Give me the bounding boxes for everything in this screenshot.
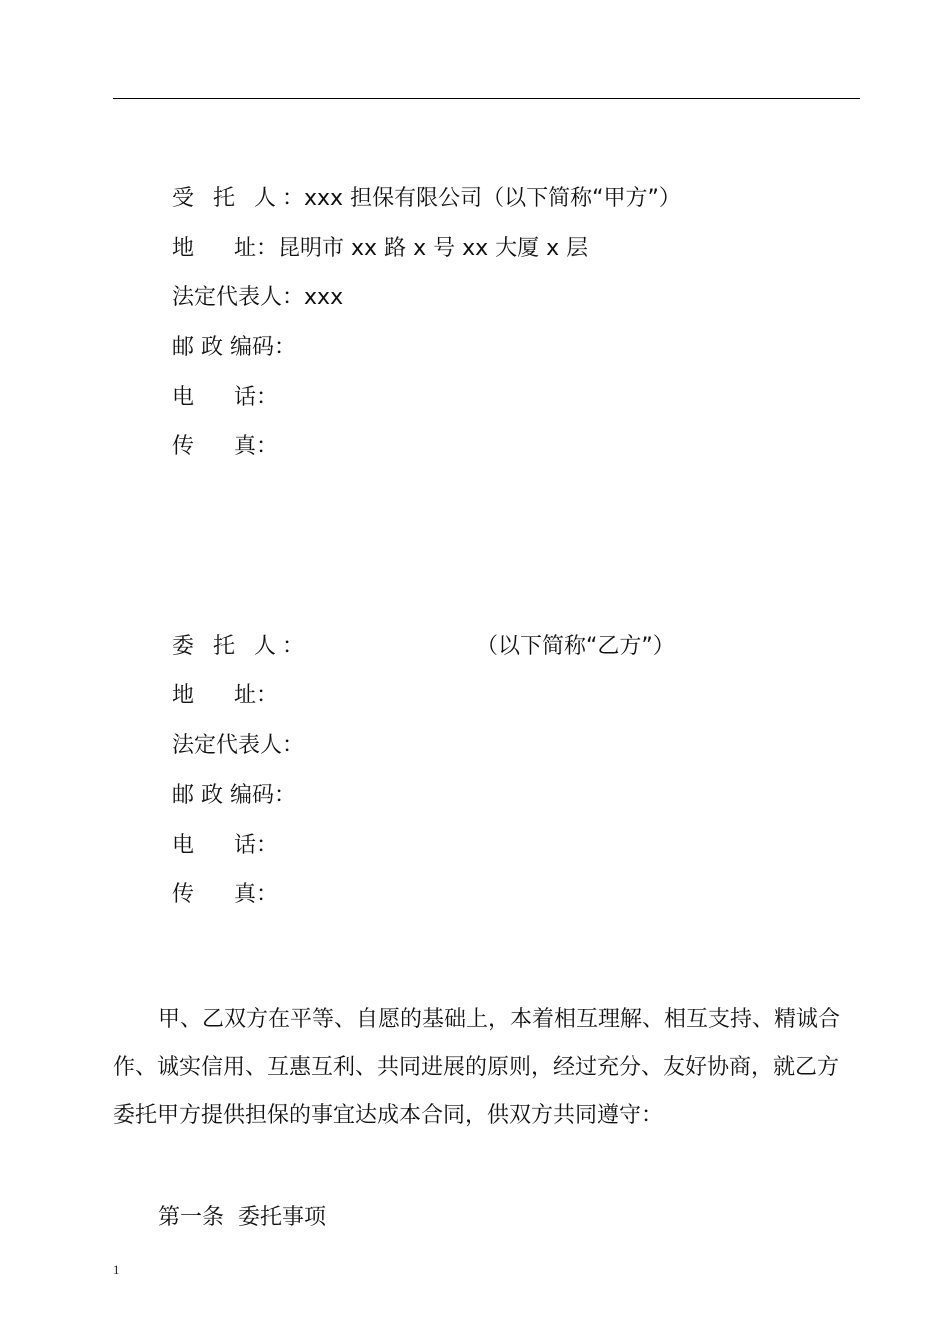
party-a-address-label: 地 [172,236,195,261]
party-b-principal-row [158,608,675,660]
party-a-legal-rep-row [158,259,343,311]
party-b-postcode-label: 邮 政 编码 [172,783,274,808]
party-a-legal-rep-value: xxx [304,285,344,310]
party-a-trustee-row [158,160,681,212]
intro-line: 作、诚实信用、互惠互利、共同进展的原则，经过充分、友好协商，就乙方 [113,1055,840,1080]
party-a-fax-label: 传 [172,434,195,459]
colon: ： [282,285,305,310]
party-a-address-value: 昆明市 xx 路 x 号 xx 大厦 x 层 [278,236,589,261]
party-b-legal-rep-label: 法定代表人 [172,733,283,758]
colon: ： [274,335,297,360]
party-a-fax-row [158,408,278,460]
party-b-address-label: 地 [172,683,195,708]
page-number: 1 [113,1262,120,1277]
party-b-fax-label: 传 [172,882,195,907]
colon: ： [274,783,297,808]
colon: ： [282,186,305,211]
party-b-principal-value: （以下简称“乙方”） [476,634,675,659]
party-a-trustee-value: xxx 担保有限公司（以下简称“甲方”） [304,186,681,211]
party-a-phone-label: 电 [172,385,195,410]
party-b-fax-row [158,856,278,908]
party-a-phone-label-2: 话 [234,385,257,410]
colon: ： [256,882,279,907]
party-b-phone-label-2: 话 [234,833,257,858]
colon: ： [256,236,279,261]
party-a-trustee-label: 受 托 人 [172,186,282,211]
colon: ： [282,634,305,659]
colon: ： [282,733,305,758]
party-b-address-label-2: 址 [234,683,257,708]
party-b-address-row [158,657,278,709]
intro-line: 甲、乙双方在平等、自愿的基础上，本着相互理解、相互支持、精诚合 [158,1007,841,1032]
colon: ： [256,833,279,858]
intro-paragraph [113,996,863,1140]
party-a-fax-label-2: 真 [234,434,257,459]
party-a-address-label-2: 址 [234,236,257,261]
party-a-legal-rep-label: 法定代表人 [172,285,283,310]
party-b-postcode-row [158,757,296,809]
colon: ： [256,434,279,459]
party-b-phone-row [158,807,278,859]
colon: ： [256,683,279,708]
header-rule [113,98,860,99]
party-a-postcode-row [158,309,296,361]
party-a-phone-row [158,359,278,411]
party-a-address-row [158,210,588,262]
party-a-postcode-label: 邮 政 编码 [172,335,274,360]
section-heading: 第一条 委托事项 [158,1205,326,1230]
colon: ： [256,385,279,410]
party-b-principal-label: 委 托 人 [172,634,282,659]
party-b-phone-label: 电 [172,833,195,858]
intro-line: 委托甲方提供担保的事宜达成本合同，供双方共同遵守： [113,1103,664,1128]
party-b-fax-label-2: 真 [234,882,257,907]
party-b-legal-rep-row [158,707,304,759]
